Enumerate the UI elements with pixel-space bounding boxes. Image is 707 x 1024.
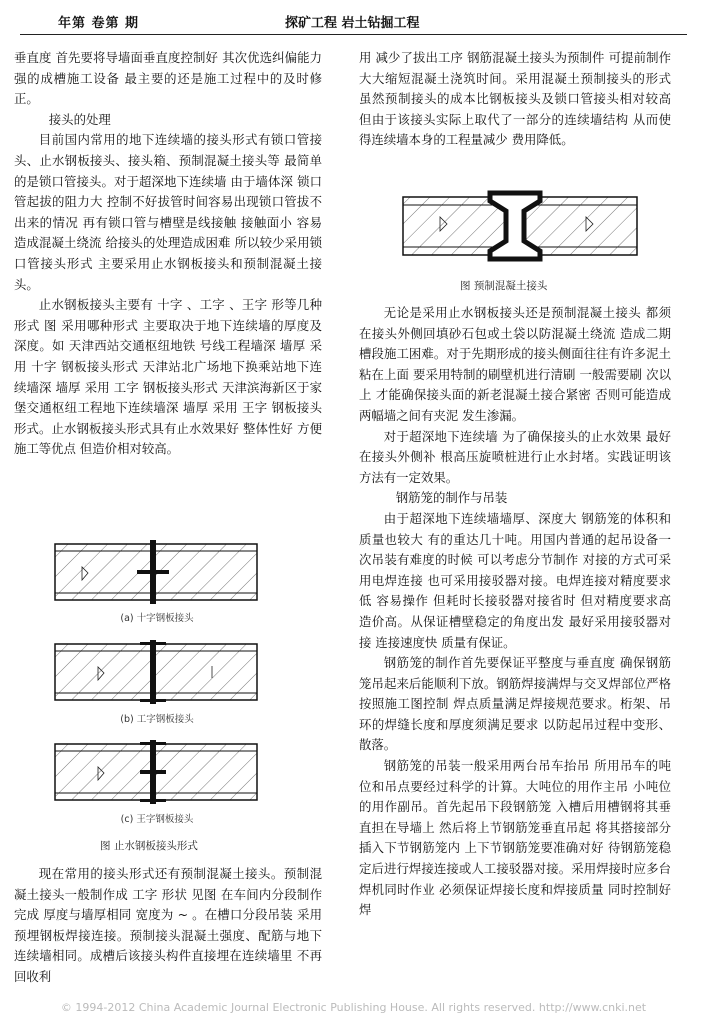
i-plate-diagram — [55, 640, 257, 704]
paragraph: 现在常用的接头形式还有预制混凝土接头。预制混凝土接头一般制作成 工字 形状 见图 在车间内分段制作完成 厚度与墙厚相同 宽度为 ~ 。在槽口分段吊装 采用预埋钢板焊接连接。预制接头混凝土强度、配筋与地下连续墙相同。成槽后该接头构件直接埋在连续墙里 不再回收利 — [14, 866, 322, 984]
paragraph: 目前国内常用的地下连续墙的接头形式有锁口管接头、止水钢板接头、接头箱、预制混凝土接头等 最简单的是锁口管接头。对于超深地下连续墙 由于墙体深 锁口管起拔的阻力大 控制不好拔管时间容易出现锁口管拔不出来的情况 再有锁口管与槽壁是线接触 接触面小 容易造成混凝土绕流 给接头的处理造成困难 所以较少采用锁口管接头形式 主要采用止水钢板接头和预制混凝土接头。 — [14, 132, 322, 292]
precast-joint-figure — [400, 187, 640, 267]
king-plate-diagram — [55, 740, 257, 804]
paragraph: 止水钢板接头主要有 十字 、工字 、王字 形等几种形式 图 采用哪种形式 主要取决于地下连续墙的厚度及深度。如 天津西站交通枢纽地铁 号线工程墙深 墙厚 采用 十字 钢板接头形式 天津站北广场地下换乘站地下连续墙深 墙厚 采用 工字 钢板接头形式 天津滨海新区于家堡交通枢纽工程地下连续墙深 墙厚 采用 王字 钢板接头形式。止水钢板接头形式具有止水效果好 整体性好 方便施工等优点 但造价相对较高。 — [14, 297, 322, 457]
left-column-top — [14, 48, 322, 460]
paragraph: 钢筋笼的制作首先要保证平整度与垂直度 确保钢筋笼吊起来后能顺利下放。钢筋焊接满焊与交叉焊部位严格按照施工图控制 焊点质量满足焊接规范要求。桁架、吊环的焊缝长度和厚度须满足要求 以防起吊过程中变形、散落。 — [359, 655, 671, 753]
cross-plate-diagram — [55, 540, 257, 604]
subcaption-c: (c) 王字钢板接头 — [120, 814, 194, 825]
paragraph: 对于超深地下连续墙 为了确保接头的止水效果 最好在接头外侧补 根高压旋喷桩进行止水封堵。实践证明该方法有一定效果。 — [359, 428, 671, 485]
header-rule — [20, 34, 687, 35]
figure-caption-precast: 图 预制混凝土接头 — [460, 280, 548, 292]
page-header — [20, 10, 687, 32]
paragraph: 钢筋笼的吊装一般采用两台吊车抬吊 所用吊车的吨位和吊点要经过科学的计算。大吨位的用作主吊 小吨位的用作副吊。首先起吊下段钢筋笼 入槽后用槽钢将其垂直担在导墙上 然后将上节钢筋笼垂直吊起 将其搭接部分插入下节钢筋笼内 上下节钢筋笼要准确对好 待钢筋笼稳定后进行焊接连接或人工接驳器对接。采用焊接时应多台焊机同时作业 必须保证焊接长度和焊接质量 同时控制好焊 — [359, 758, 671, 918]
right-column-bottom — [359, 303, 671, 921]
paragraph: 由于超深地下连续墙墙厚、深度大 钢筋笼的体积和质量也较大 有的重达几十吨。用国内普通的起吊设备一次吊装有难度的时候 可以考虑分节制作 对接的方式可采用电焊连接 也可采用接驳器对接。电焊连接对精度要求低 容易操作 但耗时长接驳器对接省时 但对精度要求高 造价高。从保证槽壁稳定的角度出发 最好采用接驳器对接 连接速度快 质量有保证。 — [359, 510, 671, 650]
figure-caption-steel: 图 止水钢板接头形式 — [100, 840, 198, 852]
paragraph: 垂直度 首先要将导墙面垂直度控制好 其次优选纠偏能力强的成槽施工设备 最主要的还是施工过程中的及时修正。 — [14, 50, 322, 107]
journal-title: 探矿工程 岩土钻掘工程 — [285, 16, 420, 31]
paragraph: 用 减少了拔出工序 钢筋混凝土接头为预制件 可提前制作 大大缩短混凝土浇筑时间。采用混凝土预制接头的形式 虽然预制接头的成本比钢板接头及锁口管接头相对较高 但由于该接头实际上取代了一部分的连续墙结构 从而使得连续墙本身的工程量减少 费用降低。 — [359, 50, 671, 148]
subcaption-b: (b) 工字钢板接头 — [120, 714, 194, 725]
precast-joint-drawing — [400, 187, 640, 267]
right-column-top — [359, 48, 671, 151]
section-heading: 钢筋笼的制作与吊装 — [395, 490, 508, 506]
steel-plate-joint-drawing — [52, 540, 262, 830]
copyright-footer: © 1994-2012 China Academic Journal Electronic Publishing House. All rights reserved. http://www.cnki.net — [60, 1001, 647, 1014]
subcaption-a: (a) 十字钢板接头 — [120, 613, 194, 624]
left-column-bottom — [14, 864, 322, 988]
paragraph: 无论是采用止水钢板接头还是预制混凝土接头 都须在接头外侧回填砂石包或土袋以防混凝土绕流 造成二期槽段施工困难。对于先期形成的接头侧面往往有许多泥土粘在上面 要采用特制的刷壁机进行清刷 一般需要刷 次以上 才能确保接头面的新老混凝土接合紧密 否则可能造成两幅墙之间有夹泥 发生渗漏。 — [359, 305, 671, 423]
issue-label: 年第 卷第 期 — [58, 16, 140, 31]
section-heading: 接头的处理 — [48, 111, 111, 127]
steel-plate-joint-figure — [52, 540, 262, 830]
